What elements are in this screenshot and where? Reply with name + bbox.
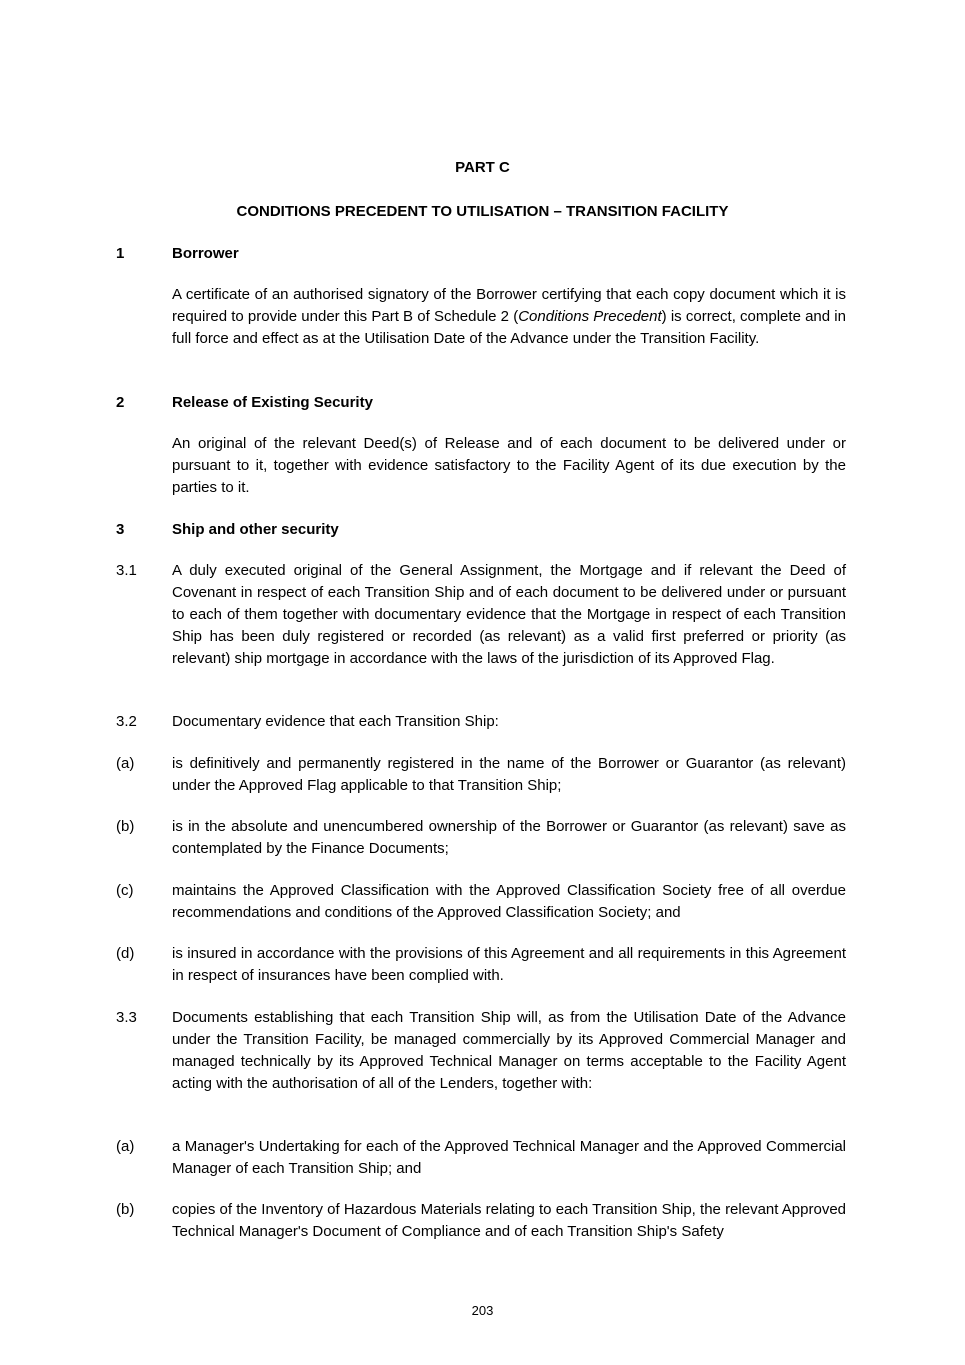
page-number: 203 [471, 1303, 494, 1318]
section-title: Ship and other security [172, 521, 339, 538]
section-title: Borrower [172, 245, 239, 262]
item-text: is insured in accordance with the provisions of this Agreement and all requirements in this Agreement in respect of insurances have been complied with. [172, 945, 846, 984]
section-title: Release of Existing Security [172, 394, 373, 411]
item-number: 3.3 [116, 1009, 137, 1026]
item-text: Documentary evidence that each Transition Ship: [172, 713, 499, 730]
item-text: Documents establishing that each Transition Ship will, as from the Utilisation Date of the Advance under the Transition Facility, be managed commercially by its Approved Commercial Manager and managed technically by its Approved Technical Manager on terms acceptable to the Facility Agent acting with the authorisation of all of the Lenders, together with: [172, 1009, 846, 1092]
item-text: a Manager's Undertaking for each of the Approved Technical Manager and the Approved Commercial Manager of each Transition Ship; and [172, 1138, 846, 1177]
section-number: 1 [116, 245, 125, 262]
emphasis-text: Conditions Precedent [518, 308, 662, 325]
item-number: (b) [116, 1201, 135, 1218]
item-number: 3.1 [116, 562, 137, 579]
schedule-title: CONDITIONS PRECEDENT TO UTILISATION – TRANSITION FACILITY [236, 203, 729, 220]
item-number: 3.2 [116, 713, 137, 730]
item-text: copies of the Inventory of Hazardous Materials relating to each Transition Ship, the relevant Approved Technical Manager's Document of Compliance and of each Transition Ship's Safety [172, 1201, 846, 1240]
item-number: (a) [116, 1138, 135, 1155]
paragraph-text [172, 284, 846, 350]
item-number: (c) [116, 882, 134, 899]
item-number: (b) [116, 818, 135, 835]
item-text: maintains the Approved Classification with the Approved Classification Society free of all overdue recommendations and conditions of the Approved Classification Society; and [172, 882, 846, 921]
text-run: A certificate of an authorised signatory of the Borrower certifying that each copy document which it is required to provide under this Part B of Schedule 2 ( [172, 286, 846, 325]
paragraph-text: An original of the relevant Deed(s) of Release and of each document to be delivered under or pursuant to it, together with evidence satisfactory to the Facility Agent of its due execution by the parties to it. [172, 435, 846, 496]
item-text: is definitively and permanently registered in the name of the Borrower or Guarantor (as relevant) under the Approved Flag applicable to that Transition Ship; [172, 755, 846, 794]
section-number: 3 [116, 521, 125, 538]
item-number: (a) [116, 755, 135, 772]
item-number: (d) [116, 945, 135, 962]
item-text: A duly executed original of the General Assignment, the Mortgage and if relevant the Deed of Covenant in respect of each Transition Ship and of each document to be delivered under or pursuant to each of them together with documentary evidence that the Mortgage in respect of each Transition Ship has been duly registered or recorded (as relevant) as a valid first preferred or priority (as relevant) ship mortgage in accordance with the laws of the jurisdiction of its Approved Flag. [172, 562, 846, 667]
part-heading: PART C [455, 159, 510, 176]
text-run: ) is correct, complete and in full force and effect as at the Utilisation Date of the Advance under the Transition Facility. [172, 308, 846, 347]
section-number: 2 [116, 394, 125, 411]
item-text: is in the absolute and unencumbered ownership of the Borrower or Guarantor (as relevant) save as contemplated by the Finance Documents; [172, 818, 846, 857]
